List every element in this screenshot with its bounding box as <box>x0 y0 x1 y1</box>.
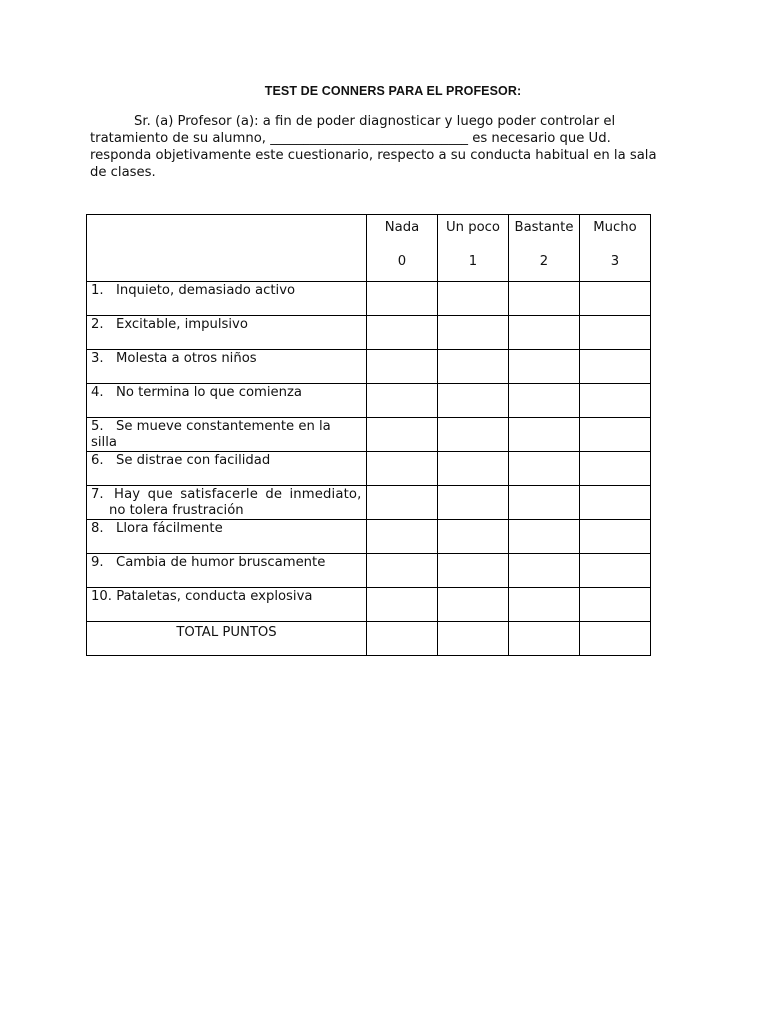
item-text: Pataletas, conducta explosiva <box>116 589 313 604</box>
item-text-continuation: no tolera frustración <box>109 503 244 518</box>
item-text: Se distrae con facilidad <box>116 453 271 468</box>
rating-cell-mucho[interactable] <box>580 520 651 554</box>
item-number: 9. <box>91 555 104 570</box>
header-empty-cell <box>87 215 367 282</box>
item-cell <box>87 554 367 588</box>
header-cell-mucho <box>580 215 651 282</box>
item-text: Molesta a otros niños <box>116 351 257 366</box>
item-number: 1. <box>91 283 104 298</box>
rating-cell-nada[interactable] <box>367 452 438 486</box>
rating-cell-mucho[interactable] <box>580 316 651 350</box>
rating-cell-mucho[interactable] <box>580 282 651 316</box>
item-number: 8. <box>91 521 104 536</box>
item-cell <box>87 452 367 486</box>
rating-cell-bastante[interactable] <box>509 452 580 486</box>
rating-cell-un-poco[interactable] <box>438 588 509 622</box>
rating-cell-bastante[interactable] <box>509 588 580 622</box>
rating-cell-nada[interactable] <box>367 316 438 350</box>
table-row <box>87 384 651 418</box>
item-number: 4. <box>91 385 104 400</box>
header-label: Nada <box>384 220 420 235</box>
item-cell <box>87 486 367 520</box>
item-number: 6. <box>91 453 104 468</box>
rating-cell-un-poco[interactable] <box>438 452 509 486</box>
rating-cell-un-poco[interactable] <box>438 486 509 520</box>
rating-cell-bastante[interactable] <box>509 520 580 554</box>
item-text: Se mueve constantemente en la <box>116 419 331 434</box>
rating-cell-bastante[interactable] <box>509 282 580 316</box>
rating-cell-un-poco[interactable] <box>438 554 509 588</box>
intro-paragraph <box>90 113 700 181</box>
item-text: Inquieto, demasiado activo <box>116 283 296 298</box>
intro-line-4: de clases. <box>90 165 156 180</box>
rating-cell-un-poco[interactable] <box>438 350 509 384</box>
conners-rating-table <box>86 214 651 656</box>
total-row <box>87 622 651 656</box>
rating-cell-un-poco[interactable] <box>438 316 509 350</box>
rating-cell-bastante[interactable] <box>509 316 580 350</box>
item-text-continuation: silla <box>91 435 117 450</box>
item-number: 3. <box>91 351 104 366</box>
item-number: 5. <box>91 419 104 434</box>
intro-line-1: Sr. (a) Profesor (a): a fin de poder diagnosticar y luego poder controlar el <box>134 114 616 129</box>
item-text: Llora fácilmente <box>116 521 223 536</box>
rating-cell-un-poco[interactable] <box>438 520 509 554</box>
header-cell-nada <box>367 215 438 282</box>
rating-cell-un-poco[interactable] <box>438 282 509 316</box>
rating-cell-nada[interactable] <box>367 486 438 520</box>
table-row <box>87 486 651 520</box>
rating-cell-mucho[interactable] <box>580 418 651 452</box>
table-row <box>87 452 651 486</box>
rating-cell-mucho[interactable] <box>580 588 651 622</box>
item-number: 2. <box>91 317 104 332</box>
rating-cell-nada[interactable] <box>367 418 438 452</box>
item-text: No termina lo que comienza <box>116 385 303 400</box>
rating-cell-nada[interactable] <box>367 350 438 384</box>
total-label-cell <box>87 622 367 656</box>
header-label: Un poco <box>446 220 500 235</box>
rating-cell-bastante[interactable] <box>509 486 580 520</box>
rating-cell-mucho[interactable] <box>580 554 651 588</box>
rating-cell-nada[interactable] <box>367 554 438 588</box>
table-row <box>87 554 651 588</box>
rating-cell-un-poco[interactable] <box>438 418 509 452</box>
table-row <box>87 350 651 384</box>
item-cell <box>87 384 367 418</box>
rating-cell-bastante[interactable] <box>509 350 580 384</box>
rating-cell-nada[interactable] <box>367 282 438 316</box>
total-cell-mucho[interactable] <box>580 622 651 656</box>
header-cell-bastante <box>509 215 580 282</box>
rating-cell-nada[interactable] <box>367 384 438 418</box>
header-score: 3 <box>610 254 620 269</box>
item-cell <box>87 350 367 384</box>
document-title: TEST DE CONNERS PARA EL PROFESOR: <box>264 84 522 98</box>
rating-cell-nada[interactable] <box>367 520 438 554</box>
rating-cell-nada[interactable] <box>367 588 438 622</box>
rating-cell-mucho[interactable] <box>580 486 651 520</box>
item-text: Cambia de humor bruscamente <box>116 555 326 570</box>
rating-cell-bastante[interactable] <box>509 554 580 588</box>
table-row <box>87 418 651 452</box>
item-cell <box>87 282 367 316</box>
table-row <box>87 282 651 316</box>
total-cell-bastante[interactable] <box>509 622 580 656</box>
rating-cell-mucho[interactable] <box>580 350 651 384</box>
total-label: TOTAL PUNTOS <box>176 625 277 640</box>
table-row <box>87 588 651 622</box>
intro-line-2: tratamiento de su alumno, ______________________________ es necesario que Ud. <box>90 131 611 146</box>
item-cell <box>87 520 367 554</box>
rating-cell-un-poco[interactable] <box>438 384 509 418</box>
header-score: 2 <box>539 254 549 269</box>
item-cell <box>87 418 367 452</box>
total-cell-un-poco[interactable] <box>438 622 509 656</box>
item-number: 10. <box>91 589 112 604</box>
rating-cell-mucho[interactable] <box>580 384 651 418</box>
rating-cell-bastante[interactable] <box>509 384 580 418</box>
item-text: Hay que satisfacerle de inmediato, <box>114 487 362 502</box>
intro-line-3: responda objetivamente este cuestionario, respecto a su conducta habitual en la sala <box>90 148 657 163</box>
header-label: Bastante <box>514 220 574 235</box>
item-text: Excitable, impulsivo <box>116 317 248 332</box>
table-row <box>87 520 651 554</box>
table-row <box>87 316 651 350</box>
rating-cell-bastante[interactable] <box>509 418 580 452</box>
header-score: 1 <box>468 254 478 269</box>
header-score: 0 <box>397 254 407 269</box>
total-cell-nada[interactable] <box>367 622 438 656</box>
item-cell <box>87 316 367 350</box>
rating-cell-mucho[interactable] <box>580 452 651 486</box>
header-label: Mucho <box>593 220 637 235</box>
item-cell <box>87 588 367 622</box>
header-cell-un-poco <box>438 215 509 282</box>
item-number: 7. <box>91 487 104 502</box>
table-header-row <box>87 215 651 282</box>
